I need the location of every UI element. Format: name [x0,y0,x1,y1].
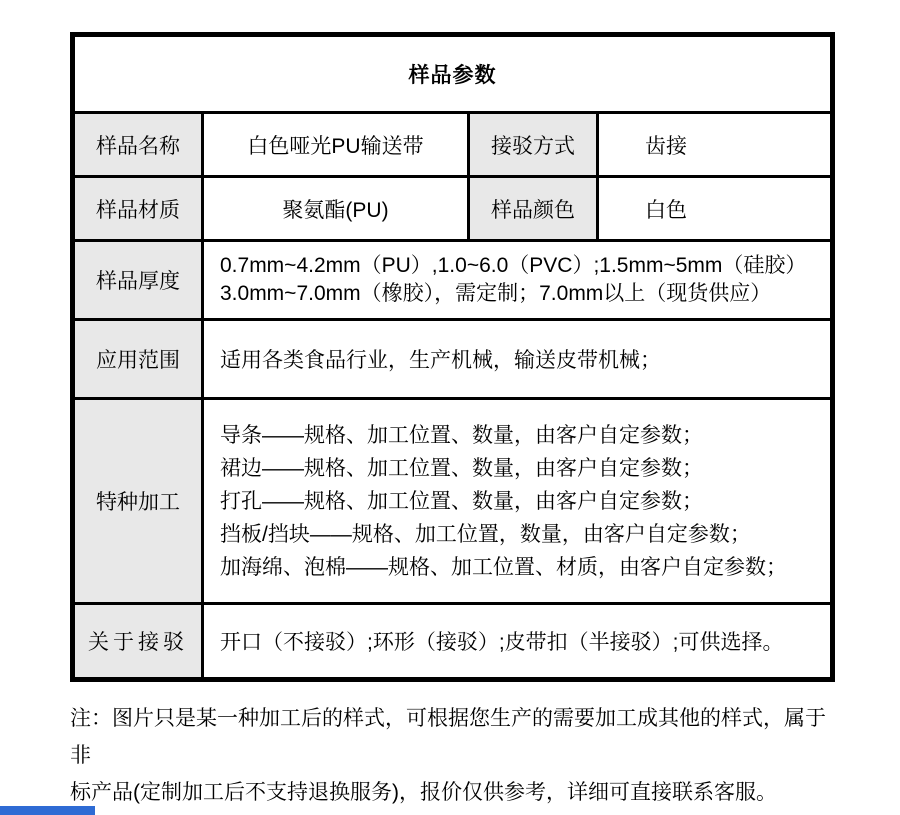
special-processing-line-5: 加海绵、泡棉——规格、加工位置、材质，由客户自定参数； [220,555,787,579]
row5-value-special-processing [203,399,833,604]
special-processing-line-2: 裙边——规格、加工位置、数量，由客户自定参数； [220,456,703,480]
table-row [73,113,833,177]
special-processing-line-3: 打孔——规格、加工位置、数量，由客户自定参数； [220,489,703,513]
row2-value-color: 白色 [598,177,833,241]
bottom-blue-strip [0,806,95,815]
special-processing-line-4: 挡板/挡块——规格、加工位置，数量，由客户自定参数； [220,522,751,546]
page-title: 样品参数 [73,35,833,113]
table-row [73,241,833,320]
row5-label-special-processing: 特种加工 [73,399,203,604]
thickness-line-1: 0.7mm~4.2mm（PU）,1.0~6.0（PVC）;1.5mm~5mm（硅胶） [220,254,807,277]
special-processing-line-1: 导条——规格、加工位置、数量，由客户自定参数； [220,423,703,447]
row2-label-material: 样品材质 [73,177,203,241]
thickness-line-2: 3.0mm~7.0mm（橡胶），需定制；7.0mm以上（现货供应） [220,282,772,305]
spec-table [70,32,835,682]
row3-value-thickness [203,241,833,320]
row4-label-application: 应用范围 [73,320,203,399]
row2-value-material: 聚氨酯(PU) [203,177,469,241]
table-row [73,177,833,241]
row1-value-name: 白色哑光PU输送带 [203,113,469,177]
row6-label-about-joint: 关于接驳 [73,604,203,680]
table-row [73,399,833,604]
row4-value-application: 适用各类食品行业，生产机械，输送皮带机械； [203,320,833,399]
table-row [73,320,833,399]
title-row [73,35,833,113]
row1-value-joint-method: 齿接 [598,113,833,177]
row6-value-about-joint: 开口（不接驳）;环形（接驳）;皮带扣（半接驳）;可供选择。 [203,604,833,680]
footer-note [70,700,834,811]
footer-note-line-2: 标产品(定制加工后不支持退换服务)，报价仅供参考，详细可直接联系客服。 [70,781,777,804]
row2-label-color: 样品颜色 [469,177,598,241]
table-row [73,604,833,680]
row1-label-name: 样品名称 [73,113,203,177]
row1-label-joint-method: 接驳方式 [469,113,598,177]
footer-note-line-1: 注：图片只是某一种加工后的样式，可根据您生产的需要加工成其他的样式，属于非 [70,707,826,767]
row3-label-thickness: 样品厚度 [73,241,203,320]
